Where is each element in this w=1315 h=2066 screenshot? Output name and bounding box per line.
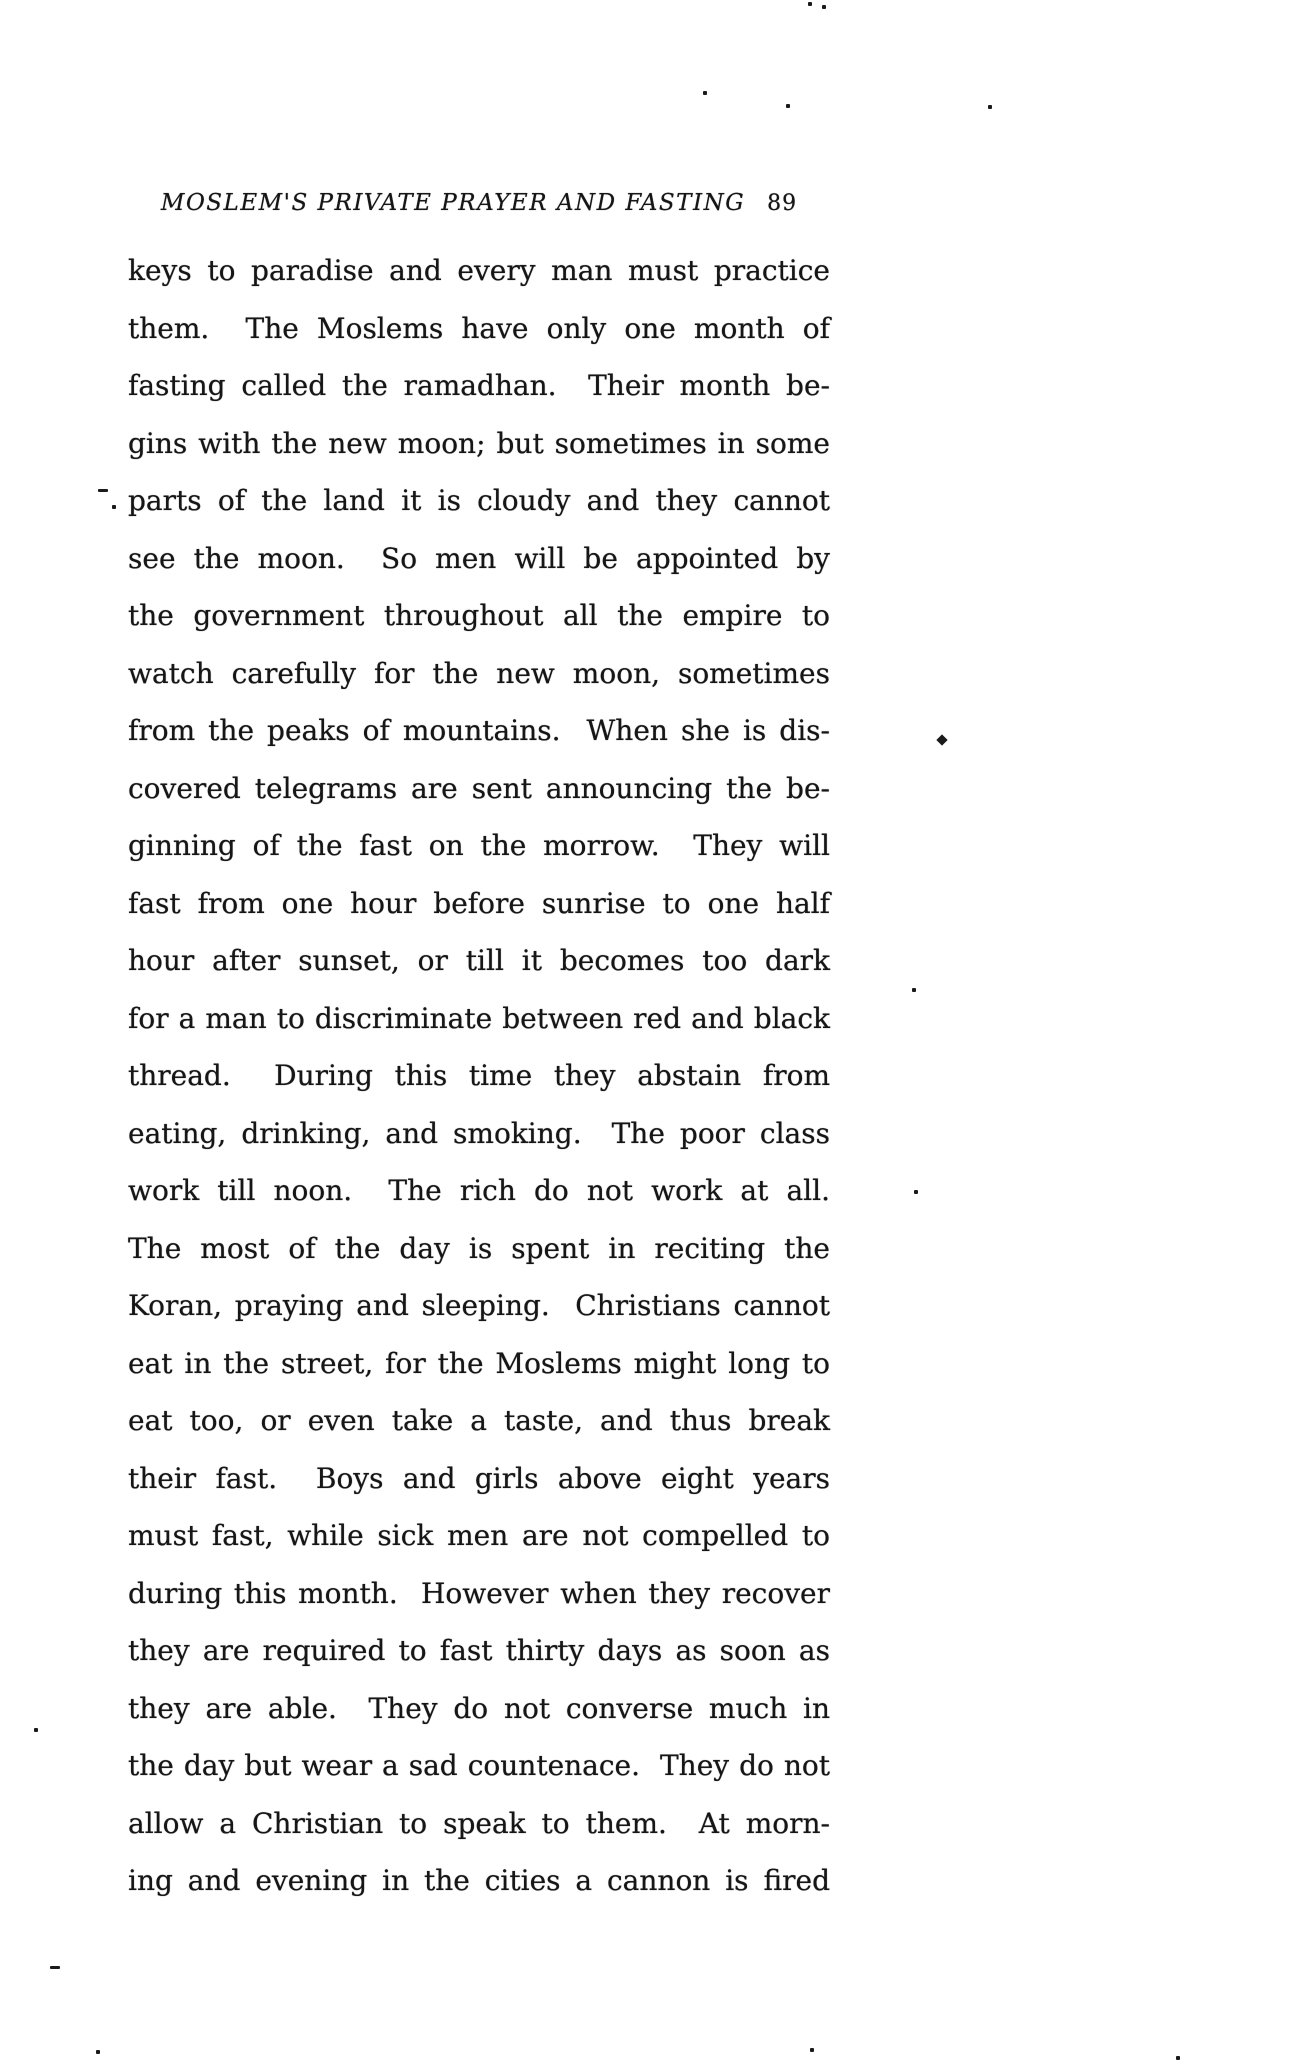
text-line: work till noon. The rich do not work at all.: [128, 1174, 830, 1207]
body-text: [128, 242, 830, 1910]
scan-speck: [988, 105, 992, 109]
text-line: eating, drinking, and smoking. The poor class: [128, 1116, 830, 1150]
text-line: eat too, or even take a taste, and thus break: [128, 1404, 830, 1437]
text-line: ginning of the fast on the morrow. They will: [128, 829, 830, 862]
text-line: keys to paradise and every man must practice: [128, 254, 830, 287]
scan-speck: [822, 5, 826, 9]
text-line: must fast, while sick men are not compelled to: [128, 1519, 830, 1552]
text-line: watch carefully for the new moon, sometimes: [128, 656, 830, 690]
text-line: they are able. They do not converse much in: [128, 1691, 830, 1725]
scan-speck: [112, 505, 116, 509]
text-line: see the moon. So men will be appointed by: [128, 541, 830, 575]
text-line: thread. During this time they abstain from: [128, 1059, 830, 1092]
text-line: from the peaks of mountains. When she is dis-: [128, 714, 830, 747]
text-line: for a man to discriminate between red and black: [128, 1001, 830, 1035]
text-line: Koran, praying and sleeping. Christians cannot: [128, 1289, 830, 1322]
scan-speck: [936, 734, 947, 745]
scan-speck: [912, 988, 916, 992]
scan-speck: [98, 489, 108, 492]
text-line: ing and evening in the cities a cannon is fired: [128, 1864, 830, 1897]
text-line: allow a Christian to speak to them. At morn-: [128, 1806, 830, 1840]
page-number: 89: [767, 191, 798, 216]
text-line: covered telegrams are sent announcing the be-: [128, 771, 830, 805]
text-line: gins with the new moon; but sometimes in some: [128, 426, 830, 460]
running-head-title: MOSLEM'S PRIVATE PRAYER AND FASTING: [160, 190, 746, 216]
scan-speck: [1176, 2056, 1180, 2060]
scan-speck: [810, 2048, 814, 2052]
text-line: they are required to fast thirty days as soon as: [128, 1634, 830, 1667]
text-line: fast from one hour before sunrise to one half: [128, 886, 830, 920]
scan-speck: [703, 91, 707, 95]
text-line: during this month. However when they recover: [128, 1576, 830, 1610]
scan-speck: [34, 1728, 38, 1732]
text-line: parts of the land it is cloudy and they cannot: [128, 484, 830, 517]
text-line: the government throughout all the empire to: [128, 599, 830, 632]
text-line: hour after sunset, or till it becomes too dark: [128, 944, 830, 977]
scan-speck: [96, 2050, 100, 2054]
text-line: their fast. Boys and girls above eight years: [128, 1461, 830, 1495]
running-head: [128, 190, 830, 216]
text-line: fasting called the ramadhan. Their month be-: [128, 369, 830, 402]
scan-speck: [914, 1190, 918, 1194]
scan-speck: [808, 2, 812, 6]
text-line: them. The Moslems have only one month of: [128, 311, 830, 345]
text-line: The most of the day is spent in reciting the: [128, 1231, 830, 1265]
scan-speck: [786, 104, 790, 108]
scan-speck: [50, 1966, 60, 1969]
text-line: the day but wear a sad countenace. They do not: [128, 1749, 830, 1782]
text-line: eat in the street, for the Moslems might long to: [128, 1346, 830, 1380]
